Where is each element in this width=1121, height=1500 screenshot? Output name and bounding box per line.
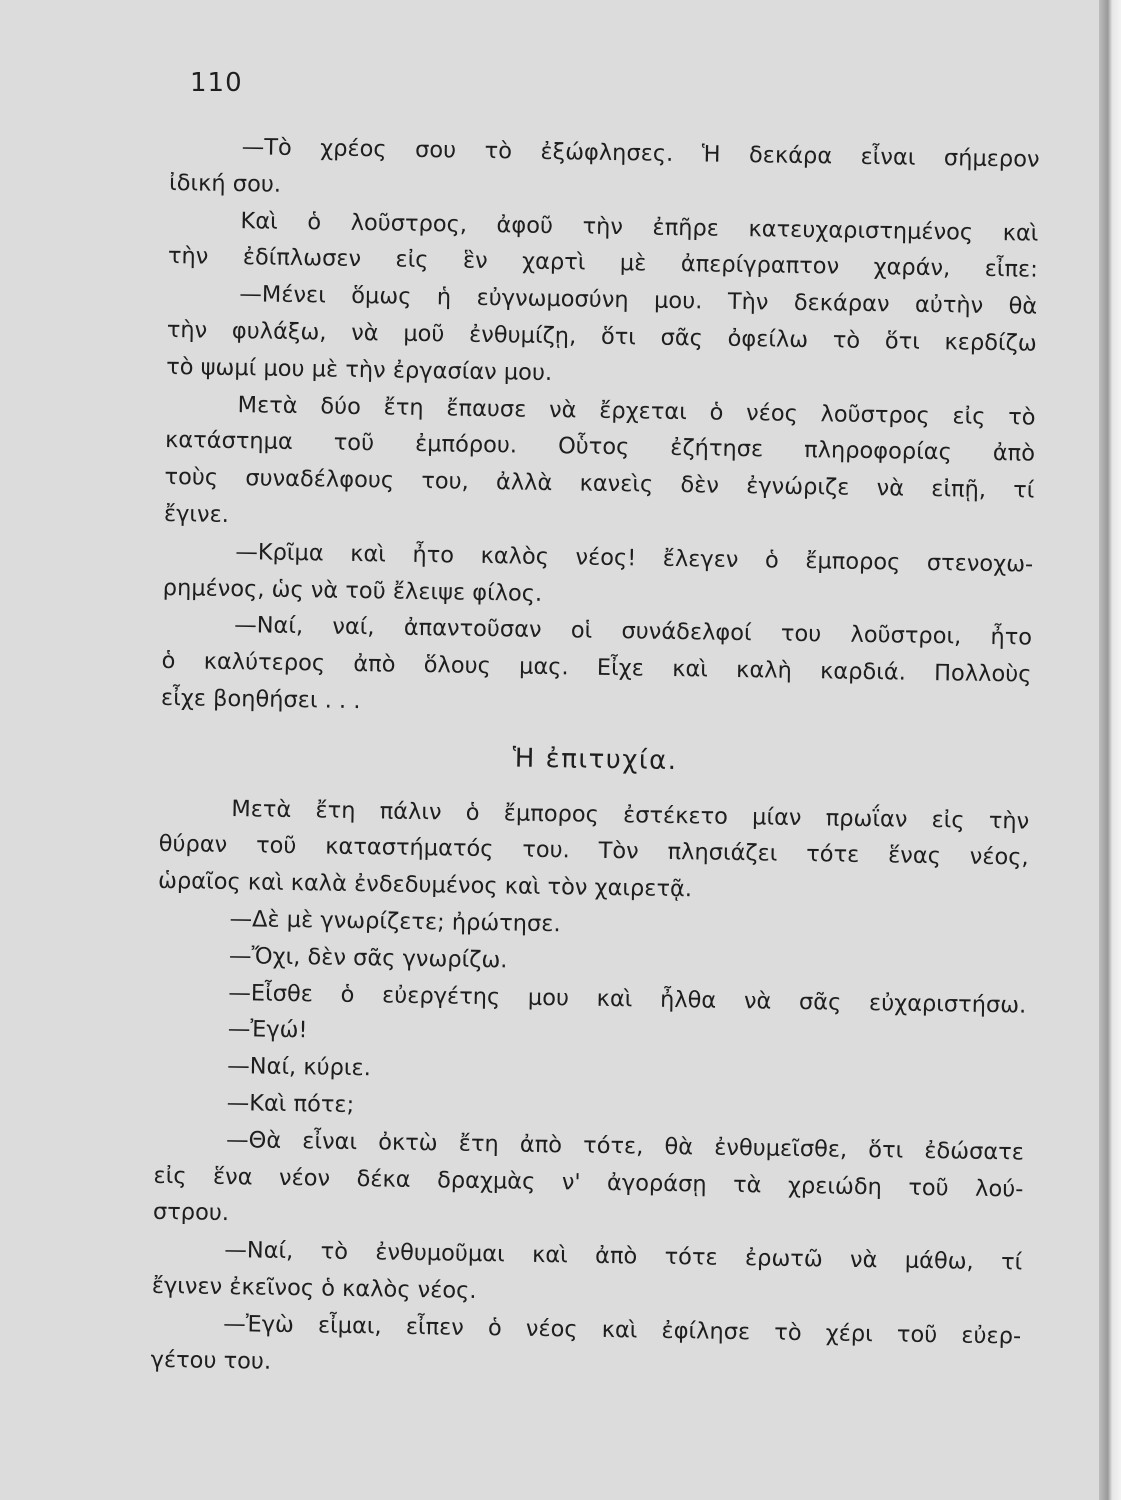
text-line: ὡραῖος καὶ καλὰ ἐνδεδυμένος καὶ τὸν χαιρετᾷ. [157,868,693,903]
text-line: Μετὰ ἔτη πάλιν ὁ ἔμπορος ἐστέκετο μίαν πρωΐαν εἰς τὴν [231,795,1030,835]
text-line: θύραν τοῦ καταστήματός του. Τὸν πλησιάζει τότε ἕνας νέος, [158,831,1029,871]
text-line: ἰδική σου. [168,169,282,198]
text-line: —Θὰ εἶναι ὀκτὼ ἔτη ἀπὸ τότε, θὰ ἐνθυμεῖσθε, ὅτι ἐδώσατε [225,1126,1025,1166]
text-line: ρημένος, ὡς νὰ τοῦ ἔλειψε φίλος. [162,574,543,607]
text-line: —Ναί, κύριε. [227,1053,372,1082]
text-line: κατάστημα τοῦ ἐμπόρου. Οὗτος ἐζήτησε πληροφορίας ἀπὸ [164,427,1036,467]
text-line: —Ὄχι, δὲν σᾶς γνωρίζω. [228,942,508,974]
text-line: εἰς ἕνα νέον δέκα δραχμὰς ν' ἀγοράσῃ τὰ χρειώδη τοῦ λού- [153,1162,1024,1203]
page-number: 110 [190,68,243,98]
text-line: —Δὲ μὲ γνωρίζετε; ἠρώτησε. [229,905,561,938]
text-line: —Τὸ χρέος σου τὸ ἐξώφλησες. Ἡ δεκάρα εἶναι σήμερον [241,134,1040,173]
text-line: Καὶ ὁ λοῦστρος, ἀφοῦ τὴν ἐπῆρε κατευχαριστημένος καὶ [240,207,1039,247]
text-line: εἶχε βοηθήσει . . . [160,684,361,715]
text-line: στρου. [152,1199,230,1227]
text-line: γέτου του. [150,1346,272,1375]
text-line: —Ναί, ναί, ἀπαντοῦσαν οἱ συνάδελφοί του λοῦστροι, ἦτο [233,612,1033,651]
page-edge [1099,0,1121,1500]
paragraphs-after-heading [150,789,1029,1391]
text-line: —Καὶ πότε; [226,1089,355,1118]
text-line: τὸ ψωμί μου μὲ τὴν ἐργασίαν μου. [166,353,553,386]
body-text [150,128,1040,1392]
text-line: τὴν ἐδίπλωσεν εἰς ἓν χαρτὶ μὲ ἀπερίγραπτον χαράν, εἶπε: [167,243,1038,284]
text-line: —Εἶσθε ὁ εὐεργέτης μου καὶ ἦλθα νὰ σᾶς εὐχαριστήσω. [228,979,1027,1019]
text-line: —Ἐγώ! [227,1016,308,1044]
text-line: ὁ καλύτερος ἀπὸ ὅλους μας. Εἶχε καὶ καλὴ καρδιά. Πολλοὺς [161,648,1032,688]
text-line: ἔγινε. [163,500,230,528]
text-line: —Ναί, τὸ ἐνθυμοῦμαι καὶ ἀπὸ τότε ἐρωτῶ νὰ μάθω, τί [224,1237,1023,1276]
text-line: —Κρῖμα καὶ ἦτο καλὸς νέος! ἔλεγεν ὁ ἔμπορος στενοχω- [235,538,1034,578]
text-line: —Ἐγὼ εἶμαι, εἶπεν ὁ νέος καὶ ἐφίλησε τὸ χέρι τοῦ εὐερ- [223,1310,1022,1350]
text-line: τοὺς συναδέλφους του, ἀλλὰ κανεὶς δὲν ἐγνώριζε νὰ εἰπῇ, τί [164,464,1035,504]
text-line: —Μένει ὅμως ἡ εὐγνωμοσύνη μου. Τὴν δεκάραν αὐτὴν θὰ [239,281,1038,320]
text-line: ἔγινεν ἐκεῖνος ὁ καλὸς νέος. [151,1272,477,1304]
paragraphs-before-heading [161,128,1040,730]
text-line: Μετὰ δύο ἔτη ἔπαυσε νὰ ἔρχεται ὁ νέος λοῦστρος εἰς τὸ [237,391,1036,431]
section-heading: Ἡ ἐπιτυχία. [512,743,678,776]
text-line: τὴν φυλάξω, νὰ μοῦ ἐνθυμίζῃ, ὅτι σᾶς ὀφείλω τὸ ὅτι κερδίζω [166,316,1037,357]
